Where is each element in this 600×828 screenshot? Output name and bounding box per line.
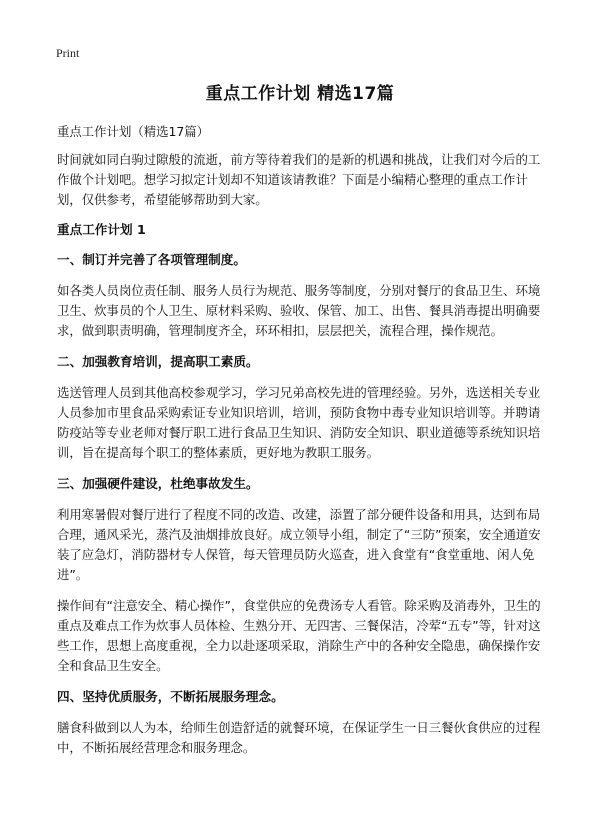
section-heading: 三、加强硬件建设，杜绝事故发生。 (57, 476, 259, 491)
section-paragraph: 膳食科做到以人为本，给师生创造舒适的就餐环境，在保证学生一日三餐伙食供应的过程中，不断拓展经营理念和服务理念。 (57, 720, 541, 755)
print-link[interactable]: Print (56, 46, 80, 60)
section-paragraph: 利用寒暑假对餐厅进行了程度不同的改造、改建，添置了部分硬件设备和用具，达到布局合理，通风采光，蒸汽及油烟排放良好。成立领导小组，制定了“三防”预案，安全通道安装了应急灯，消防器材专人保管，每天管理员防火巡查，进入食堂有“食堂重地、闲人免进”。 (57, 507, 541, 582)
section-paragraph: 操作间有“注意安全、精心操作”，食堂供应的免费汤专人看管。除采购及消毒外，卫生的重点及难点工作为炊事人员体检、生熟分开、无四害、三餐保洁，冷荤“五专”等，针对这些工作，思想上高度重视，全力以赴逐项采取，消除生产中的各种安全隐患，确保操作安全和食品卫生安全。 (57, 598, 541, 673)
section-paragraph: 选送管理人员到其他高校参观学习，学习兄弟高校先进的管理经验。另外，选送相关专业人员参加市里食品采购索证专业知识培训，培训，预防食物中毒专业知识培训等。并聘请防疫站等专业老师对餐厅职工进行食品卫生知识、消防安全知识、职业道德等系统知识培训，旨在提高每个职工的整体素质，更好地为教职工服务。 (57, 385, 541, 460)
plan-heading: 重点工作计划 1 (57, 222, 146, 237)
section-heading: 二、加强教育培训，提高职工素质。 (57, 354, 259, 369)
document-body (57, 122, 551, 769)
section-heading: 一、制订并完善了各项管理制度。 (57, 252, 246, 267)
intro-paragraph: 时间就如同白驹过隙般的流逝，前方等待着我们的是新的机遇和挑战，让我们对今后的工作做个计划吧。想学习拟定计划却不知道该请教谁？下面是小编精心整理的重点工作计划，仅供参考，希望能够帮助到大家。 (57, 152, 541, 207)
page-title: 重点工作计划 精选17篇 (205, 84, 395, 104)
section-heading: 四、坚持优质服务，不断拓展服务理念。 (57, 689, 284, 704)
section-paragraph: 如各类人员岗位责任制、服务人员行为规范、服务等制度，分别对餐厅的食品卫生、环境卫生、炊事员的个人卫生、原材料采购、验收、保管、加工、出售、餐具消毒提出明确要求，做到职责明确，管理制度齐全，环环相扣，层层把关，流程合理，操作规范。 (57, 283, 541, 338)
document-subtitle: 重点工作计划（精选17篇） (57, 124, 210, 139)
